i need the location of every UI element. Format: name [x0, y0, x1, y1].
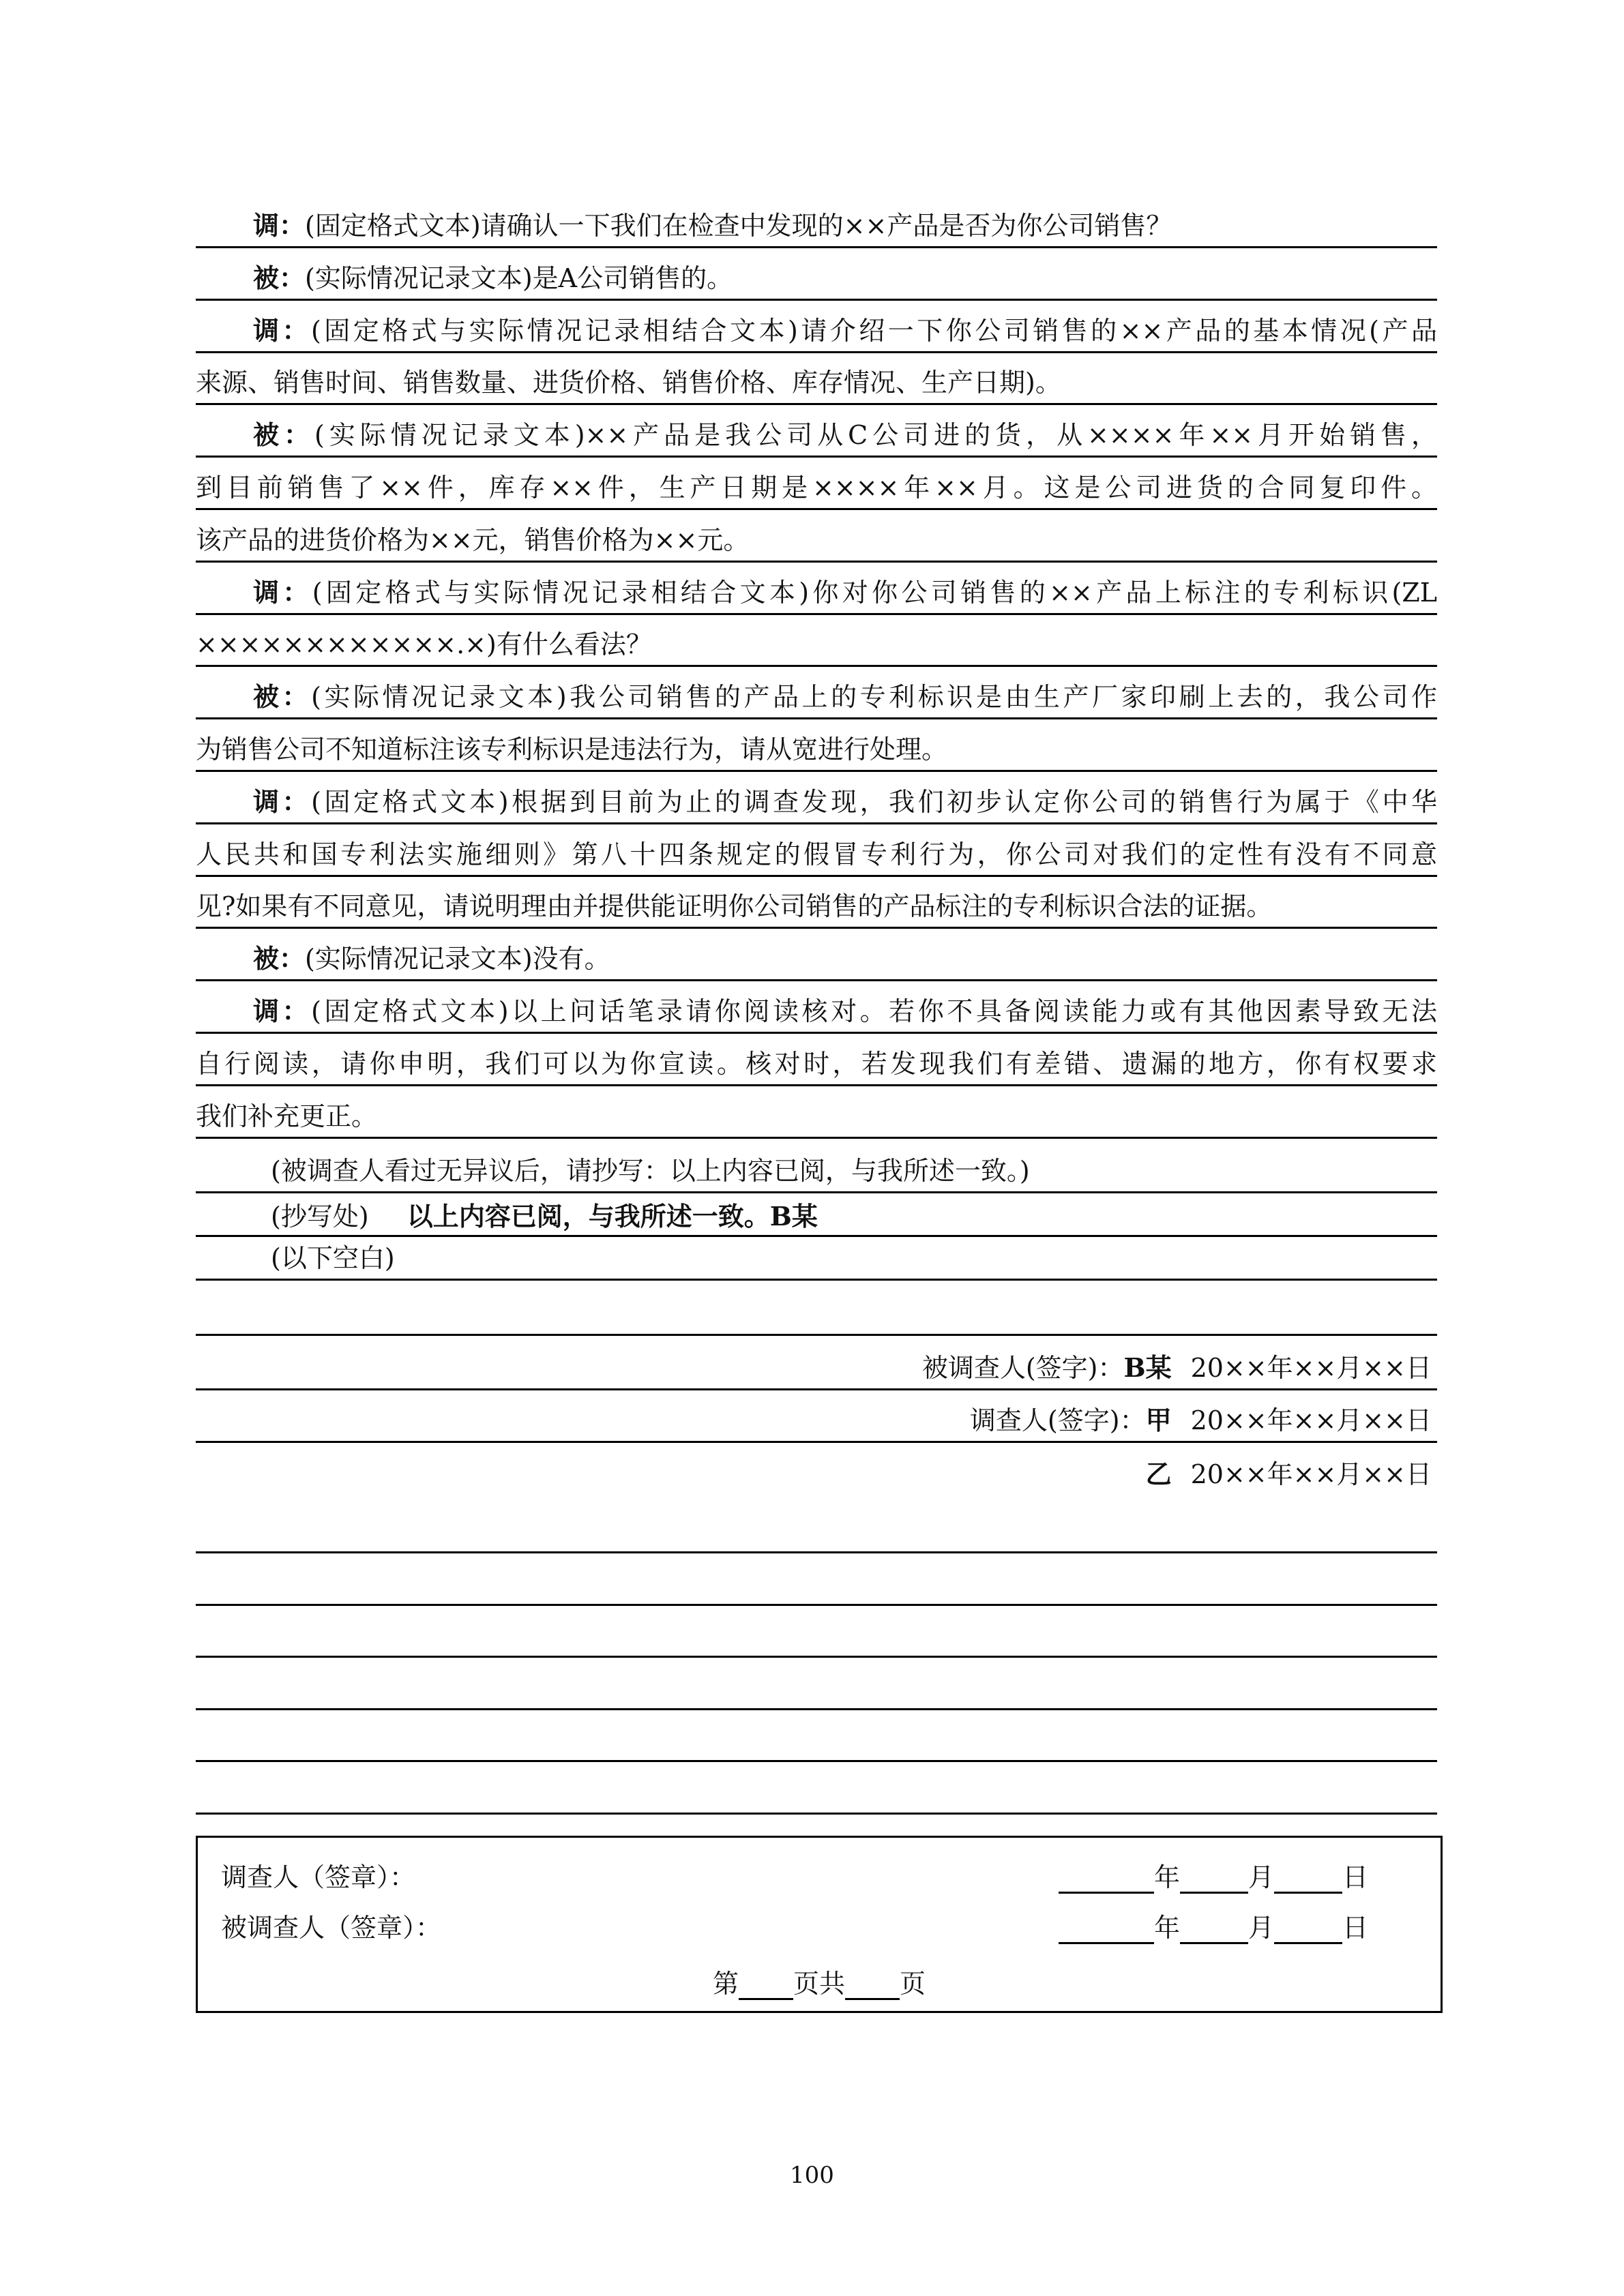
investigator-seal-row: 调查人（签章）： 年 月 日: [221, 1861, 1417, 1894]
speaker-label: 调：: [253, 996, 312, 1026]
transcript-text: (实际情况记录文本)××产品是我公司从C公司进的货，从××××年××月开始销售，: [314, 420, 1437, 450]
signature-name: B某: [1123, 1352, 1172, 1383]
transcript-text: 人民共和国专利法实施细则》第八十四条规定的假冒专利行为，你公司对我们的定性有没有不同意: [196, 839, 1437, 869]
respondent-seal-row: 被调查人（签章）： 年 月 日: [221, 1911, 1417, 1944]
empty-line: [196, 1667, 1437, 1710]
seal-box: [196, 1836, 1443, 2013]
empty-line: [196, 1562, 1437, 1606]
signature-investigator2-line: [196, 1451, 1437, 1495]
speaker-label: 调：: [253, 315, 311, 346]
transcript-text: 我们补充更正。: [196, 1101, 378, 1131]
transcript-text: ××××××××××××.×)有什么看法？: [196, 629, 652, 659]
transcript-text: 自行阅读，请你申明，我们可以为你宣读。核对时，若发现我们有差错、遗漏的地方，你有权要求: [196, 1049, 1437, 1079]
transcript-line: [196, 414, 1437, 458]
transcript-line: [196, 205, 1437, 248]
investigator-seal-label: 调查人（签章）：: [221, 1862, 416, 1892]
blank-note-line: [196, 1237, 1437, 1281]
transcript-text: 见?如果有不同意见，请说明理由并提供能证明你公司销售的产品标注的专利标识合法的证据。: [196, 891, 1273, 921]
transcript-text: (固定格式文本)以上问话笔录请你阅读核对。若你不具备阅读能力或有其他因素导致无法: [311, 996, 1437, 1026]
speaker-label: 被：: [253, 419, 314, 450]
speaker-label: 调：: [253, 577, 312, 608]
page-count: 第 页共 页: [712, 1969, 926, 1999]
transcript-line: [196, 885, 1437, 929]
transcript-line: [196, 623, 1437, 667]
transcript-text: (固定格式文本)请确认一下我们在检查中发现的××产品是否为你公司销售？: [305, 211, 1172, 241]
copy-text: 以上内容已阅，与我所述一致。B某: [407, 1201, 818, 1232]
transcript-line: [196, 1095, 1437, 1139]
copy-label: (抄写处): [271, 1202, 369, 1232]
signature-investigator-line: [196, 1399, 1437, 1443]
transcript-text: (固定格式与实际情况记录相结合文本)你对你公司销售的××产品上标注的专利标识(ZL: [312, 578, 1437, 608]
transcript-line: [196, 938, 1437, 981]
speaker-label: 被：: [253, 943, 306, 974]
transcript-line: [196, 676, 1437, 719]
signature-date: 20××年××月××日: [1190, 1405, 1432, 1435]
transcript-line: [196, 781, 1437, 824]
transcript-text: (实际情况记录文本)我公司销售的产品上的专利标识是由生产厂家印刷上去的，我公司作: [311, 682, 1437, 712]
transcript-line: [196, 257, 1437, 301]
signature-name: 甲: [1145, 1405, 1172, 1435]
transcript-text: 该产品的进货价格为××元，销售价格为××元。: [196, 525, 750, 555]
signature-label: 被调查人(签字)：: [921, 1353, 1124, 1383]
transcript-line: [196, 310, 1437, 353]
transcript-text: 到目前销售了××件，库存××件，生产日期是××××年××月。这是公司进货的合同复印件。: [196, 473, 1437, 503]
transcript-line: [196, 1043, 1437, 1086]
transcript-text: (固定格式文本)根据到目前为止的调查发现，我们初步认定你公司的销售行为属于《中华: [311, 787, 1437, 817]
speaker-label: 被：: [253, 681, 312, 712]
transcript-text: (固定格式与实际情况记录相结合文本)请介绍一下你公司销售的××产品的基本情况(产品: [310, 316, 1437, 346]
signature-date: 20××年××月××日: [1190, 1459, 1432, 1489]
blank-note: (以下空白): [271, 1243, 395, 1273]
transcript-line: [196, 990, 1437, 1034]
transcript-line: [196, 466, 1437, 510]
transcript-line: [196, 571, 1437, 615]
copy-prompt-line: [196, 1150, 1437, 1193]
copy-prompt: (被调查人看过无异议后，请抄写：以上内容已阅，与我所述一致。): [271, 1156, 1030, 1186]
copy-line: [196, 1193, 1437, 1237]
empty-line: [196, 1510, 1437, 1553]
transcript-line: [196, 833, 1437, 877]
speaker-label: 调：: [253, 210, 306, 241]
transcript-text: 来源、销售时间、销售数量、进货价格、销售价格、库存情况、生产日期)。: [196, 368, 1061, 398]
speaker-label: 被：: [253, 263, 306, 293]
transcript-line: [196, 361, 1437, 405]
empty-line: [196, 1771, 1437, 1815]
empty-line: [196, 1614, 1437, 1658]
empty-line: [196, 1718, 1437, 1762]
transcript-text: 为销售公司不知道标注该专利标识是违法行为，请从宽进行处理。: [196, 734, 948, 764]
signature-date: 20××年××月××日: [1190, 1353, 1432, 1383]
transcript-line: [196, 728, 1437, 772]
transcript-text: (实际情况记录文本)没有。: [305, 944, 610, 974]
empty-line: [196, 1292, 1437, 1336]
signature-respondent-line: [196, 1347, 1437, 1390]
respondent-seal-label: 被调查人（签章）：: [221, 1913, 442, 1943]
signature-name: 乙: [1145, 1459, 1172, 1489]
transcript-text: (实际情况记录文本)是A公司销售的。: [305, 263, 733, 293]
speaker-label: 调：: [253, 786, 312, 817]
signature-label: 调查人(签字)：: [969, 1405, 1146, 1435]
transcript-line: [196, 519, 1437, 563]
page-number: 100: [790, 2162, 834, 2189]
